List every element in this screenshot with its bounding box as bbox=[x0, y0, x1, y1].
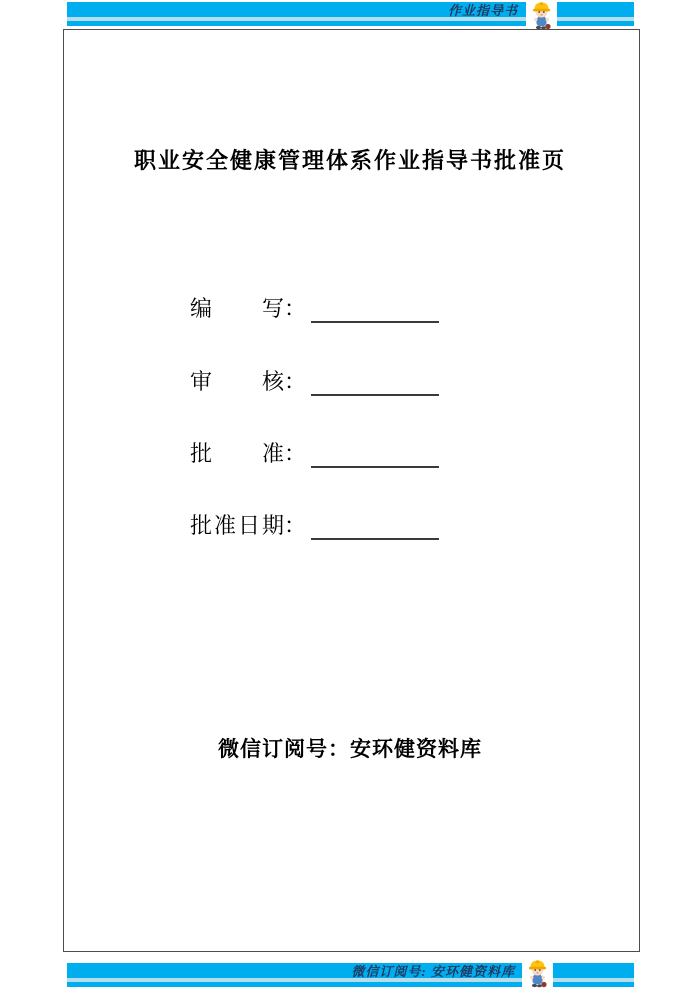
field-row-reviewer bbox=[190, 365, 439, 395]
worker-icon bbox=[522, 957, 553, 988]
field-row-compiler bbox=[190, 292, 439, 322]
footer-tag-label: 微信订阅号: 安环健资料库 bbox=[351, 964, 515, 979]
signature-line-approver bbox=[311, 442, 439, 468]
field-colon: ： bbox=[284, 513, 307, 538]
signature-line-approval-date bbox=[311, 514, 439, 540]
subscription-note: 微信订阅号：安环健资料库 bbox=[218, 738, 482, 761]
field-colon: ： bbox=[284, 369, 307, 394]
field-label-approval-date: 批准日期 bbox=[190, 513, 284, 538]
document-title: 职业安全健康管理体系作业指导书批准页 bbox=[133, 148, 566, 173]
field-colon: ： bbox=[284, 441, 307, 466]
worker-icon bbox=[526, 1, 557, 30]
signature-line-compiler bbox=[311, 297, 439, 323]
field-label-compiler: 编写 bbox=[190, 296, 284, 321]
field-label-reviewer: 审核 bbox=[190, 369, 284, 394]
field-label-approver: 批准 bbox=[190, 441, 284, 466]
header-tag-label: 作业指导书 bbox=[447, 3, 518, 18]
signature-line-reviewer bbox=[311, 370, 439, 396]
field-colon: ： bbox=[284, 296, 307, 321]
header-decoration-bar bbox=[67, 2, 634, 26]
field-row-approval-date bbox=[190, 509, 439, 539]
field-row-approver bbox=[190, 437, 439, 467]
footer-decoration-bar bbox=[67, 963, 634, 987]
